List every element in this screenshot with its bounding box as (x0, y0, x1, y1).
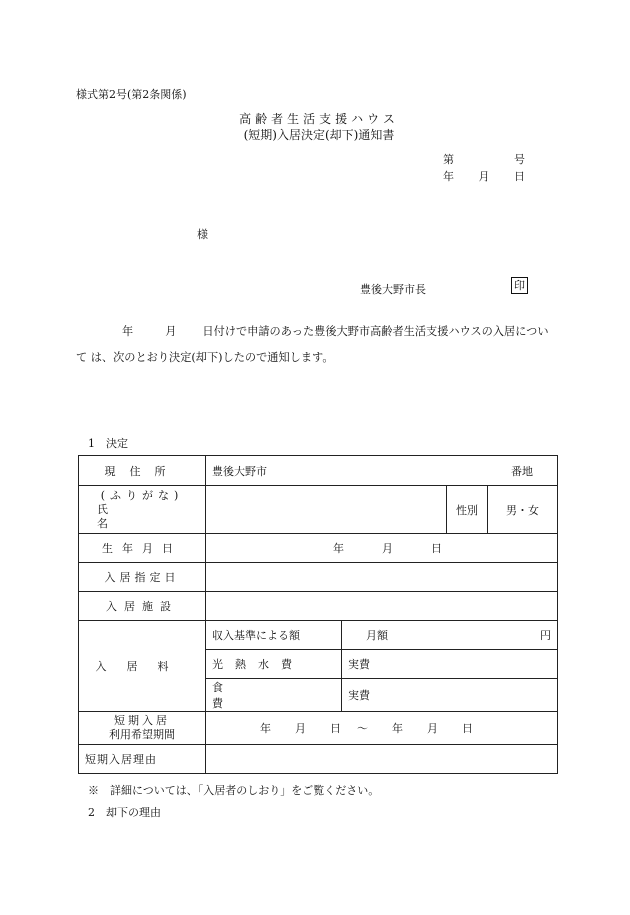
document-subtitle: (短期)入居決定(却下)通知書 (243, 128, 395, 142)
body-year: 年 (122, 325, 134, 338)
number-prefix: 第 (443, 153, 454, 166)
facility-label: 入居施設 (79, 592, 206, 621)
recipient-honorific: 様 (197, 228, 208, 241)
birth-label: 生年月日 (79, 534, 206, 563)
issue-date (443, 168, 525, 184)
fee-utility-label: 光熱水費 (206, 650, 342, 679)
fee-food-value: 実費 (342, 679, 558, 712)
note-text: ※ 詳細については、「入居者のしおり」をご覧ください。 (88, 784, 380, 797)
entry-date-label: 入居指定日 (79, 563, 206, 592)
number-suffix: 号 (514, 153, 525, 166)
fee-food-label: 食費 (206, 679, 342, 712)
birth-value: 年 月 日 (206, 534, 558, 563)
decision-table (78, 455, 558, 774)
short-reason-label: 短期入居理由 (79, 745, 206, 774)
short-period-value: 年 月 日 ～ 年 月 日 (206, 712, 558, 745)
fee-utility-value: 実費 (342, 650, 558, 679)
document-number (443, 151, 525, 167)
issue-day: 日 (514, 170, 525, 183)
document-title: 高齢者生活支援ハウス (239, 112, 399, 126)
fee-income-label: 収入基準による額 (206, 621, 342, 650)
seal-stamp: 印 (511, 277, 528, 294)
sex-label: 性別 (447, 486, 488, 534)
sex-value: 男・女 (488, 486, 558, 534)
body-text: 日付けで申請のあった豊後大野市高齢者生活支援ハウスの入居について は、次のとおり決定(却下)したので通知します。 (76, 325, 549, 364)
issue-month: 月 (478, 170, 490, 183)
issue-year: 年 (443, 170, 454, 183)
section-decision-heading: 1 決定 (88, 437, 128, 450)
address-value (206, 456, 558, 486)
address-banchi: 番地 (511, 464, 533, 478)
facility-value (206, 592, 558, 621)
fee-income-value: 月額 円 (342, 621, 558, 650)
fee-label: 入居料 (79, 621, 206, 712)
address-label: 現住所 (79, 456, 206, 486)
address-city: 豊後大野市 (212, 464, 267, 478)
section-rejection-heading: 2 却下の理由 (88, 806, 161, 819)
notice-body (76, 319, 556, 371)
sender-mayor: 豊後大野市長 (360, 283, 426, 296)
name-label: (ふりがな) 氏名 (79, 486, 206, 534)
name-value (206, 486, 447, 534)
form-number: 様式第2号(第2条関係) (76, 88, 187, 101)
body-month: 月 (165, 325, 177, 338)
short-reason-value (206, 745, 558, 774)
short-period-label: 短期入居 利用希望期間 (79, 712, 206, 745)
entry-date-value (206, 563, 558, 592)
